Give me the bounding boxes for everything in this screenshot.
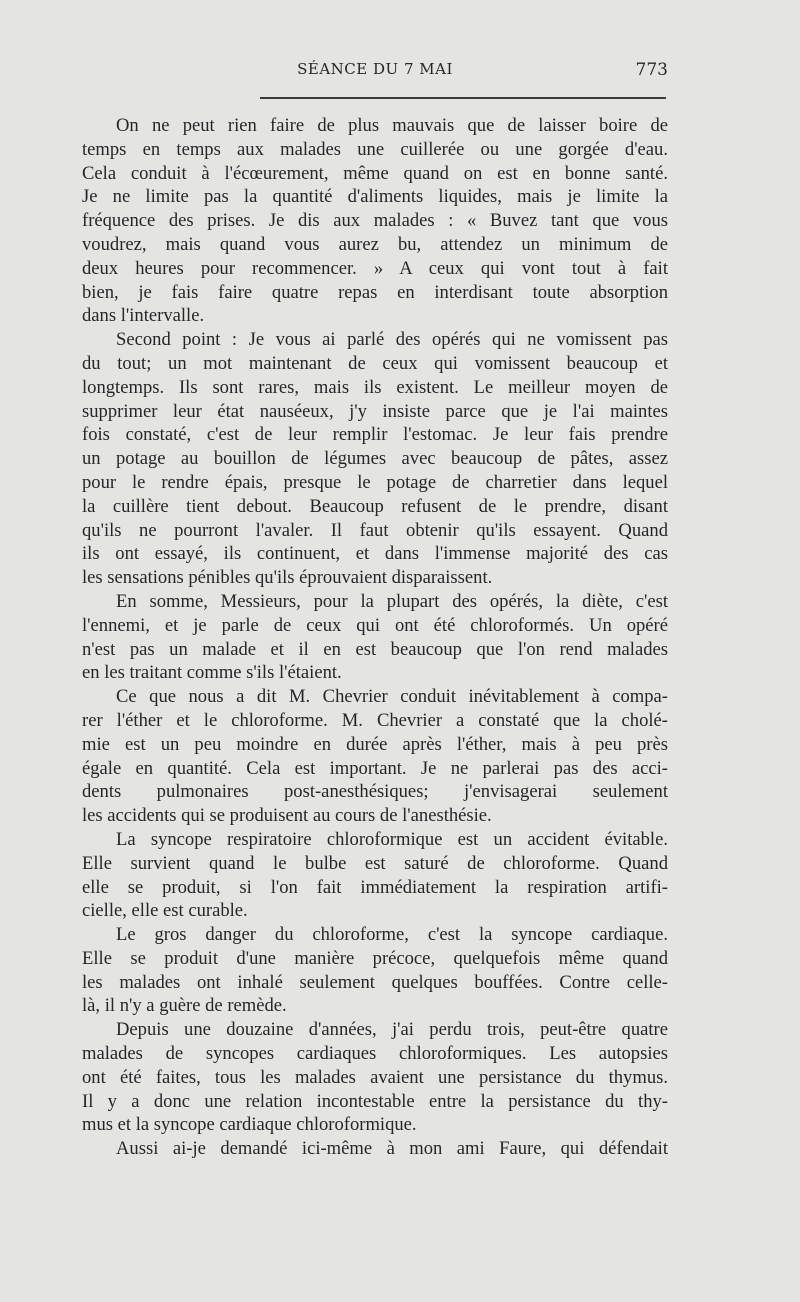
text-line: voudrez, mais quand vous aurez bu, attendez un minimum de bbox=[82, 233, 668, 255]
text-line: Le gros danger du chloroforme, c'est la syncope cardiaque. bbox=[116, 924, 668, 946]
header-rule bbox=[260, 97, 666, 99]
running-title: SÉANCE DU 7 MAI bbox=[297, 60, 453, 78]
text-line: fréquence des prises. Je dis aux malades : « Buvez tant que vous bbox=[82, 210, 668, 232]
page-header bbox=[82, 60, 668, 86]
text-line: Je ne limite pas la quantité d'aliments liquides, mais je limite la bbox=[82, 186, 668, 208]
text-line: dans l'intervalle. bbox=[82, 305, 205, 327]
text-line: deux heures pour recommencer. » A ceux qui vont tout à fait bbox=[82, 257, 668, 279]
text-line: dents pulmonaires post-anesthésiques; j'envisagerai seulement bbox=[82, 781, 668, 803]
text-line: égale en quantité. Cela est important. Je ne parlerai pas des acci- bbox=[82, 757, 668, 779]
text-line: les accidents qui se produisent au cours de l'anesthésie. bbox=[82, 805, 492, 827]
text-line: Second point : Je vous ai parlé des opérés qui ne vomissent pas bbox=[116, 329, 668, 351]
text-line: En somme, Messieurs, pour la plupart des opérés, la diète, c'est bbox=[116, 590, 668, 612]
text-line: Il y a donc une relation incontestable entre la persistance du thy- bbox=[82, 1090, 668, 1112]
text-line: les malades ont inhalé seulement quelques bouffées. Contre celle- bbox=[82, 971, 668, 993]
text-line: rer l'éther et le chloroforme. M. Chevrier a constaté que la cholé- bbox=[82, 709, 668, 731]
text-line: longtemps. Ils sont rares, mais ils existent. Le meilleur moyen de bbox=[82, 376, 668, 398]
text-line: là, il n'y a guère de remède. bbox=[82, 995, 287, 1017]
text-line: malades de syncopes cardiaques chloroformiques. Les autopsies bbox=[82, 1043, 668, 1065]
text-line: l'ennemi, et je parle de ceux qui ont été chloroformés. Un opéré bbox=[82, 614, 668, 636]
text-line: elle se produit, si l'on fait immédiatement la respiration artifi- bbox=[82, 876, 668, 898]
text-line: cielle, elle est curable. bbox=[82, 900, 248, 922]
text-line: Ce que nous a dit M. Chevrier conduit inévitablement à compa- bbox=[116, 686, 668, 708]
text-line: ont été faites, tous les malades avaient une persistance du thymus. bbox=[82, 1066, 668, 1088]
text-line: fois constaté, c'est de leur remplir l'estomac. Je leur fais prendre bbox=[82, 424, 668, 446]
text-line: pour le rendre épais, presque le potage de charretier dans lequel bbox=[82, 471, 668, 493]
text-line: en les traitant comme s'ils l'étaient. bbox=[82, 662, 342, 684]
text-line: supprimer leur état nauséeux, j'y insiste parce que je l'ai maintes bbox=[82, 400, 668, 422]
text-line: les sensations pénibles qu'ils éprouvaient disparaissent. bbox=[82, 567, 493, 589]
body-text bbox=[82, 114, 668, 1161]
text-line: qu'ils ne pourront l'avaler. Il faut obtenir qu'ils essayent. Quand bbox=[82, 519, 668, 541]
text-line: du tout; un mot maintenant de ceux qui vomissent beaucoup et bbox=[82, 352, 668, 374]
text-line: n'est pas un malade et il en est beaucoup que l'on rend malades bbox=[82, 638, 668, 660]
page-number: 773 bbox=[635, 60, 668, 80]
text-line: Depuis une douzaine d'années, j'ai perdu trois, peut-être quatre bbox=[116, 1019, 668, 1041]
text-line: un potage au bouillon de légumes avec beaucoup de pâtes, assez bbox=[82, 448, 668, 470]
text-line: Cela conduit à l'écœurement, même quand on est en bonne santé. bbox=[82, 162, 668, 184]
text-line: Elle survient quand le bulbe est saturé de chloroforme. Quand bbox=[82, 852, 668, 874]
text-line: La syncope respiratoire chloroformique est un accident évitable. bbox=[116, 828, 668, 850]
text-line: bien, je fais faire quatre repas en interdisant toute absorption bbox=[82, 281, 668, 303]
text-line: Elle se produit d'une manière précoce, quelquefois même quand bbox=[82, 947, 668, 969]
text-line: temps en temps aux malades une cuillerée ou une gorgée d'eau. bbox=[82, 138, 668, 160]
text-line: mus et la syncope cardiaque chloroformique. bbox=[82, 1114, 417, 1136]
text-line: mie est un peu moindre en durée après l'éther, mais à peu près bbox=[82, 733, 668, 755]
text-line: On ne peut rien faire de plus mauvais que de laisser boire de bbox=[116, 115, 668, 136]
text-line: la cuillère tient debout. Beaucoup refusent de le prendre, disant bbox=[82, 495, 668, 517]
text-line: ils ont essayé, ils continuent, et dans l'immense majorité des cas bbox=[82, 543, 668, 565]
text-line: Aussi ai-je demandé ici-même à mon ami Faure, qui défendait bbox=[116, 1138, 668, 1160]
